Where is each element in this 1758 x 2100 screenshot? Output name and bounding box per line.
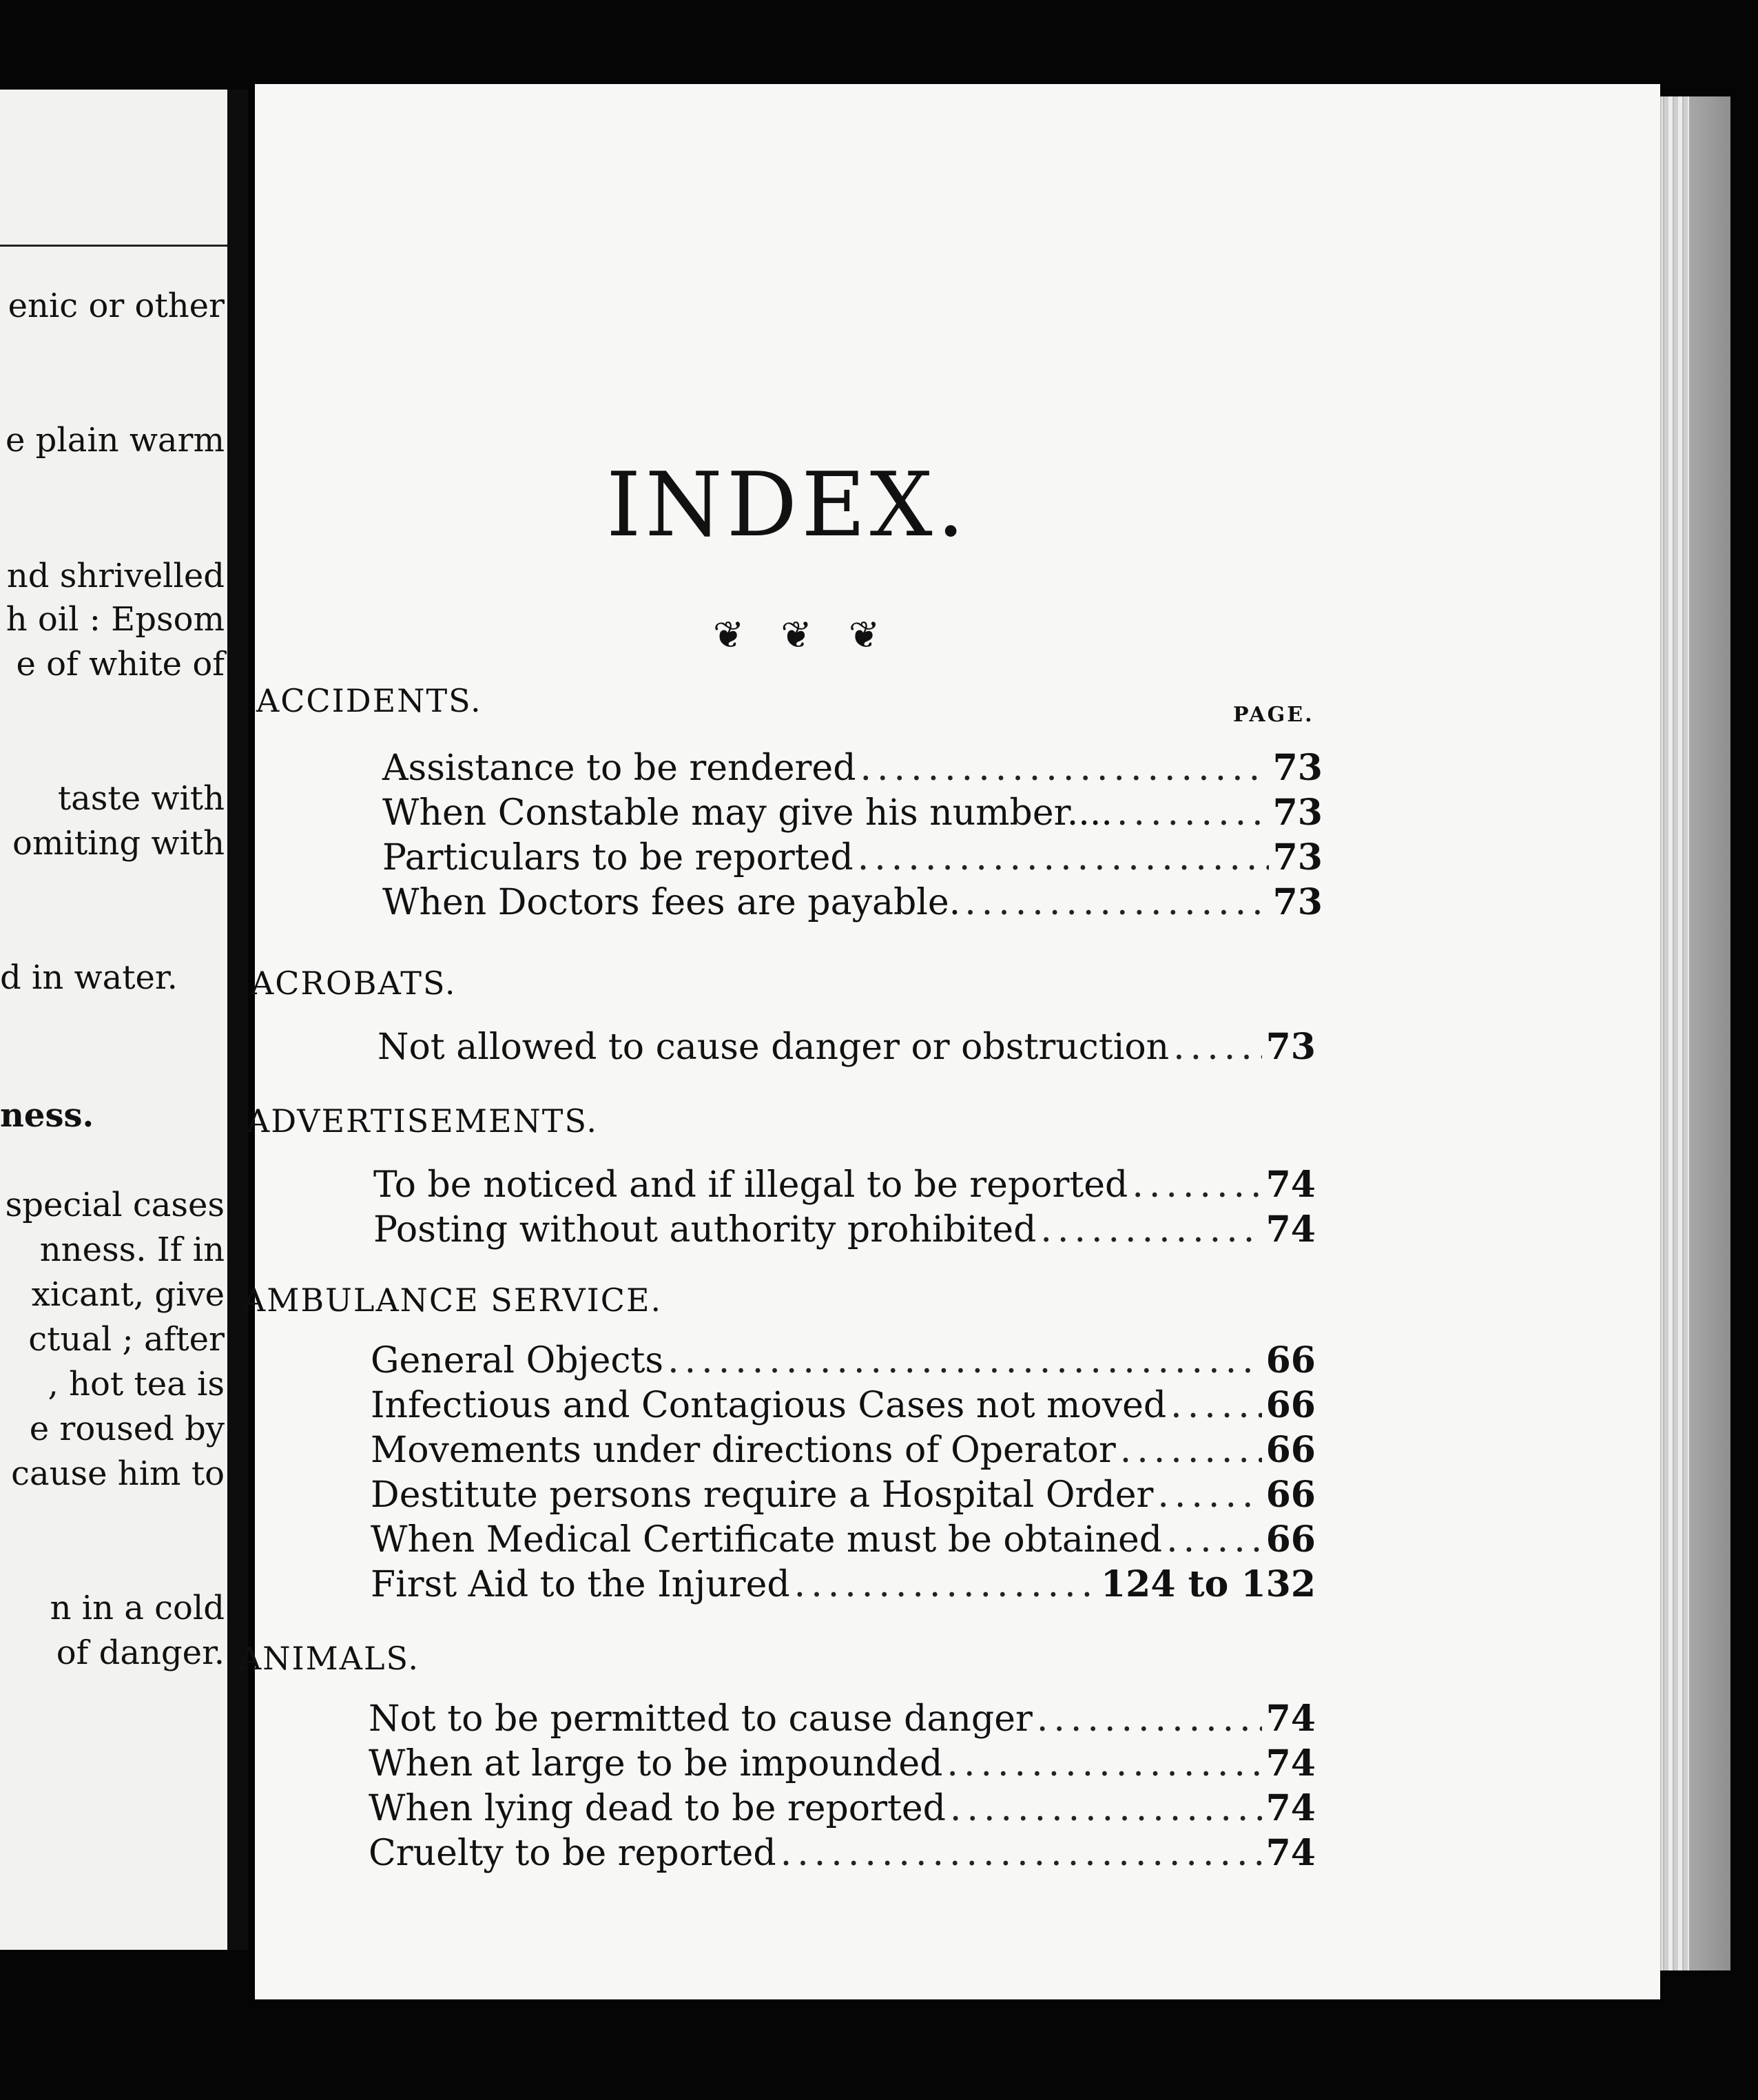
section-heading-accidents: ACCIDENTS.	[256, 682, 482, 719]
index-entry	[371, 1474, 1316, 1516]
leader-dots	[1166, 1519, 1262, 1561]
index-entry	[382, 837, 1323, 878]
leader-dots	[1120, 1430, 1262, 1471]
index-entry	[382, 792, 1323, 834]
index-entry	[378, 1027, 1316, 1068]
leader-dots	[1117, 792, 1269, 834]
entry-label: Particulars to be reported	[382, 837, 854, 878]
entry-page: 73	[1272, 881, 1323, 923]
index-entry	[382, 748, 1323, 789]
left-page-line: taste with	[57, 779, 225, 818]
index-entry	[382, 882, 1323, 923]
entry-label: Destitute persons require a Hospital Order	[371, 1474, 1154, 1516]
entry-page: 74	[1265, 1787, 1316, 1829]
left-page-line: of danger.	[56, 1634, 225, 1672]
entry-label: Not allowed to cause danger or obstruction	[378, 1027, 1170, 1068]
leader-dots	[1157, 1474, 1261, 1516]
entry-page: 74	[1265, 1164, 1316, 1206]
left-page-line: e plain warm	[5, 421, 225, 460]
left-page-line: nd shrivelled	[6, 557, 225, 595]
index-entry	[369, 1698, 1316, 1740]
index-entry	[373, 1164, 1316, 1206]
leader-dots	[950, 1788, 1262, 1829]
ornament: ❦ ❦ ❦	[713, 613, 893, 657]
entry-label: When lying dead to be reported	[369, 1788, 946, 1829]
section-heading-ambulance-service: AMBULANCE SERVICE.	[242, 1281, 663, 1319]
entry-page: 66	[1265, 1429, 1316, 1471]
left-page-heading: ness.	[0, 1096, 94, 1135]
entry-page: 73	[1272, 747, 1323, 789]
index-entry	[369, 1743, 1316, 1784]
entry-label: When at large to be impounded	[369, 1743, 943, 1784]
leader-dots	[858, 837, 1269, 878]
entry-label: Assistance to be rendered	[382, 748, 856, 789]
leader-dots	[794, 1564, 1097, 1605]
index-entry	[371, 1340, 1316, 1381]
entry-label: Cruelty to be reported	[369, 1833, 776, 1874]
entry-label: When Constable may give his number....	[382, 792, 1113, 834]
leader-dots	[780, 1833, 1262, 1874]
entry-page: 66	[1265, 1339, 1316, 1381]
section-heading-advertisements: ADVERTISEMENTS.	[247, 1102, 598, 1140]
entry-page: 66	[1265, 1519, 1316, 1561]
left-page-line: enic or other	[8, 287, 225, 325]
leader-dots	[947, 1743, 1261, 1784]
entry-label: When Doctors fees are payable.	[382, 882, 961, 923]
leader-dots	[1170, 1385, 1261, 1426]
left-page-line: n in a cold	[50, 1589, 225, 1627]
leader-dots	[1037, 1698, 1262, 1740]
entry-label: When Medical Certificate must be obtained	[371, 1519, 1163, 1561]
index-entry	[369, 1833, 1316, 1874]
left-page-fragment	[0, 90, 227, 1950]
left-page-line: cause him to	[11, 1454, 225, 1493]
leader-dots	[1132, 1164, 1261, 1206]
left-page-line: ctual ; after	[28, 1320, 225, 1359]
index-entry	[369, 1788, 1316, 1829]
left-page-line: nness. If in	[39, 1231, 225, 1269]
entry-page: 73	[1272, 792, 1323, 834]
entry-page: 66	[1265, 1474, 1316, 1516]
left-page-line: xicant, give	[31, 1275, 225, 1314]
index-entry	[371, 1564, 1316, 1605]
entry-label: Infectious and Contagious Cases not moved	[371, 1385, 1167, 1426]
index-entry	[371, 1519, 1316, 1561]
leader-dots	[860, 748, 1268, 789]
entry-label: Posting without authority prohibited	[373, 1209, 1037, 1250]
leader-dots	[1173, 1027, 1261, 1068]
entry-page: 66	[1265, 1384, 1316, 1426]
index-entry	[371, 1430, 1316, 1471]
page-column-label: PAGE.	[1233, 703, 1314, 727]
entry-page: 74	[1265, 1208, 1316, 1250]
entry-page: 74	[1265, 1742, 1316, 1784]
left-page-line: e roused by	[29, 1410, 225, 1448]
entry-label: To be noticed and if illegal to be reported	[373, 1164, 1128, 1206]
entry-page: 124 to 132	[1101, 1563, 1316, 1605]
page-title: INDEX.	[606, 454, 969, 557]
leader-dots	[668, 1340, 1262, 1381]
left-page-rule	[0, 245, 227, 247]
left-page-line: d in water.	[0, 958, 178, 997]
entry-label: Movements under directions of Operator	[371, 1430, 1116, 1471]
left-page-line: e of white of	[16, 645, 225, 683]
entry-label: General Objects	[371, 1340, 664, 1381]
section-heading-acrobats: ACROBATS.	[251, 965, 457, 1002]
index-entry	[373, 1209, 1316, 1250]
left-page-line: h oil : Epsom	[6, 600, 225, 639]
index-entry	[371, 1385, 1316, 1426]
entry-label: Not to be permitted to cause danger	[369, 1698, 1033, 1740]
left-page-line: omiting with	[12, 824, 225, 863]
entry-page: 74	[1265, 1832, 1316, 1874]
leader-dots	[964, 882, 1268, 923]
left-page-line: special cases	[5, 1186, 225, 1224]
left-page-line: , hot tea is	[48, 1365, 225, 1403]
entry-page: 73	[1272, 836, 1323, 878]
entry-label: First Aid to the Injured	[371, 1564, 790, 1605]
section-heading-animals: ANIMALS.	[238, 1640, 420, 1677]
entry-page: 74	[1265, 1698, 1316, 1740]
entry-page: 73	[1265, 1026, 1316, 1068]
leader-dots	[1040, 1209, 1261, 1250]
